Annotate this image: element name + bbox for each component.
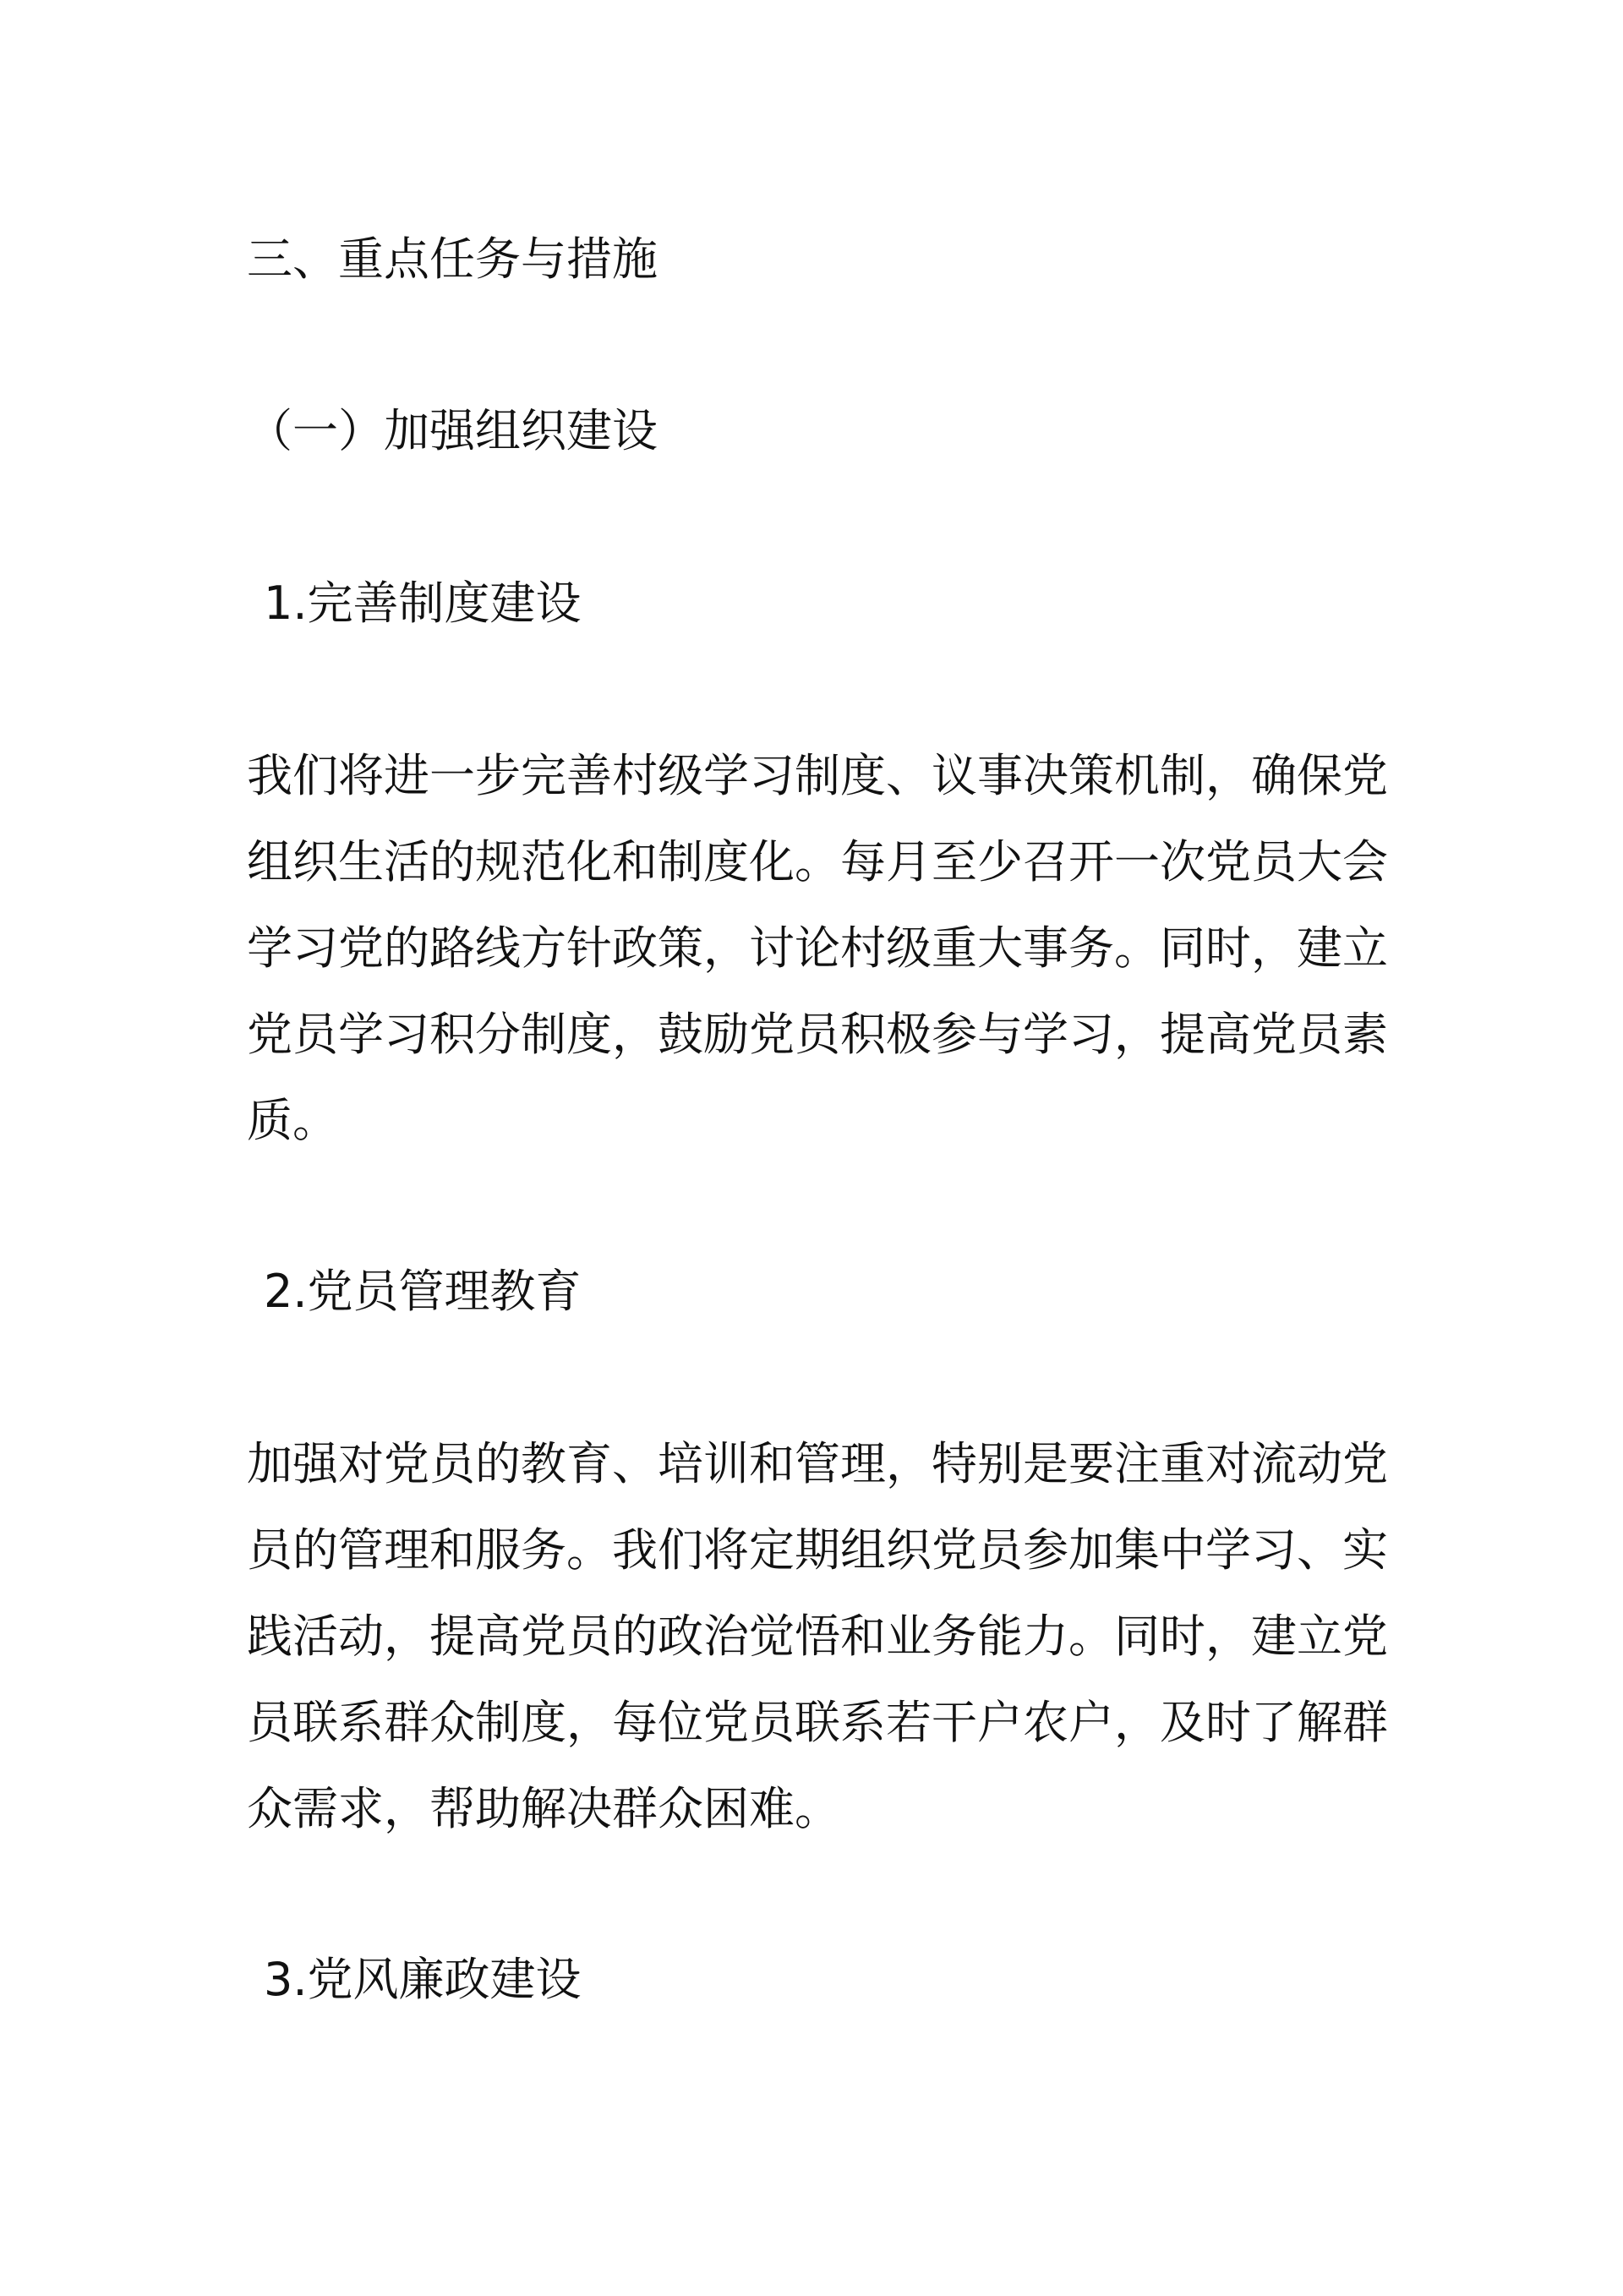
item-2-heading-text: 2.党员管理教育 xyxy=(264,1265,582,1318)
item-2-paragraph-line: 践活动，提高党员的政治觉悟和业务能力。同时，建立党 xyxy=(247,1610,1388,1663)
item-2-paragraph-line: 员的管理和服务。我们将定期组织党员参加集中学习、实 xyxy=(247,1523,1388,1577)
item-1-paragraph-line: 我们将进一步完善村级学习制度、议事决策机制，确保党 xyxy=(247,749,1388,802)
item-2-paragraph-line: 员联系群众制度，每位党员联系若干户农户，及时了解群 xyxy=(247,1696,1388,1749)
item-1-paragraph xyxy=(247,733,1396,1164)
section-heading xyxy=(247,216,1396,303)
item-1-paragraph-line: 学习党的路线方针政策，讨论村级重大事务。同时，建立 xyxy=(247,921,1388,975)
subsection-heading xyxy=(247,388,1396,474)
item-2-paragraph xyxy=(247,1421,1396,1852)
item-1-paragraph-line: 组织生活的规范化和制度化。每月至少召开一次党员大会 xyxy=(247,835,1388,888)
item-2-paragraph-line: 众需求，帮助解决群众困难。 xyxy=(247,1782,840,1835)
item-1-heading-text: 1.完善制度建设 xyxy=(264,577,582,630)
section-heading-text: 三、重点任务与措施 xyxy=(247,232,658,286)
item-2-heading xyxy=(264,1249,1413,1335)
item-2-paragraph-line: 加强对党员的教育、培训和管理，特别是要注重对流动党 xyxy=(247,1437,1388,1490)
item-1-paragraph-line: 质。 xyxy=(247,1094,338,1147)
item-1-heading xyxy=(264,560,1413,647)
item-3-heading-text: 3.党风廉政建设 xyxy=(264,1953,582,2006)
subsection-heading-text: （一）加强组织建设 xyxy=(247,404,658,457)
item-1-paragraph-line: 党员学习积分制度，鼓励党员积极参与学习，提高党员素 xyxy=(247,1008,1388,1061)
item-3-heading xyxy=(264,1937,1413,2023)
